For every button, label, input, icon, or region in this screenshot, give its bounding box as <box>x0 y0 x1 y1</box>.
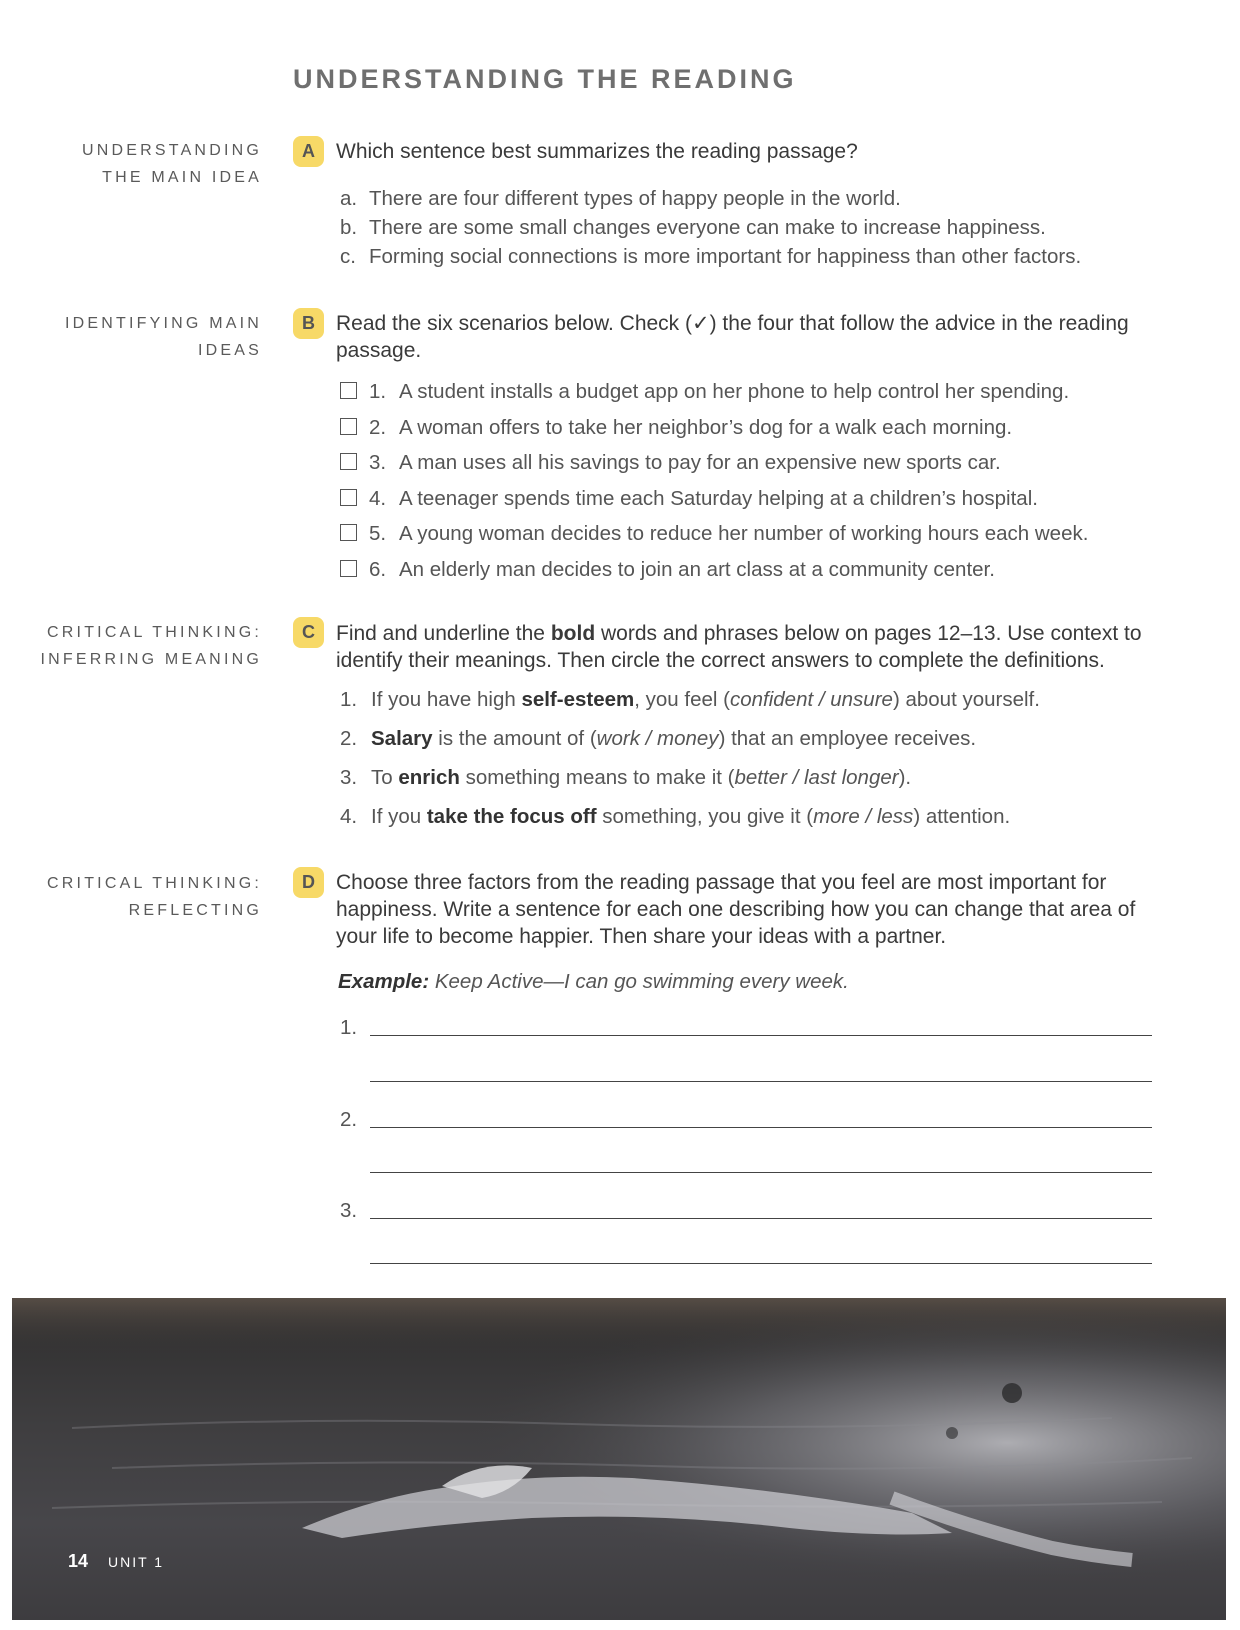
definition-text: ) attention. <box>913 805 1011 828</box>
example-text: Keep Active—I can go swimming every week. <box>429 970 849 993</box>
scenario-text: An elderly man decides to join an art class at a community center. <box>399 557 995 581</box>
definition-number: 2. <box>340 727 358 750</box>
definition-list <box>340 680 1040 836</box>
section-d-prompt <box>336 869 1156 950</box>
definition-choice[interactable]: better / last longer <box>734 766 899 789</box>
section-c-prompt-line-2: identify their meanings. Then circle the correct answers to complete the definitions. <box>336 649 1105 672</box>
section-c-label-line-2: INFERRING MEANING <box>40 651 262 668</box>
section-b-badge: B <box>293 308 324 339</box>
definition-text: If you have high <box>371 688 522 711</box>
page-number: 14 <box>68 1551 89 1571</box>
scenario-item <box>340 552 1088 588</box>
scenario-number: 2. <box>369 415 387 439</box>
page-title: UNDERSTANDING THE READING <box>293 64 797 94</box>
section-d-badge: D <box>293 867 324 898</box>
answer-line[interactable] <box>370 1035 1152 1036</box>
definition-text: something, you give it ( <box>596 805 814 828</box>
section-b-label-line-1: IDENTIFYING MAIN <box>65 315 262 332</box>
checkbox[interactable] <box>340 524 357 541</box>
definition-term: take the focus off <box>426 805 597 828</box>
definition-item <box>340 797 1040 836</box>
prompt-text: Find and underline the <box>336 622 551 645</box>
section-c-label <box>0 619 262 673</box>
scenario-number: 1. <box>369 380 387 403</box>
option-b[interactable] <box>340 213 1081 242</box>
swimmer-photo <box>12 1298 1226 1620</box>
definition-text: something means to make it ( <box>459 766 735 789</box>
scenario-number: 4. <box>369 486 387 510</box>
answer-number-3: 3. <box>340 1199 358 1222</box>
scenario-text: A woman offers to take her neighbor’s dog for a walk each morning. <box>399 415 1013 439</box>
scenario-number: 5. <box>369 522 387 545</box>
option-letter: b. <box>340 216 358 239</box>
definition-number: 3. <box>340 766 358 789</box>
checkbox[interactable] <box>340 489 357 506</box>
scenario-text: A young woman decides to reduce her number of working hours each week. <box>399 522 1089 545</box>
section-a-label-line-1: UNDERSTANDING <box>82 142 262 159</box>
definition-choice[interactable]: more / less <box>813 805 914 828</box>
option-text: There are four different types of happy people in the world. <box>369 187 901 210</box>
answer-line[interactable] <box>370 1127 1152 1128</box>
example-label: Example: <box>338 970 430 993</box>
scenario-number: 6. <box>369 557 387 581</box>
section-d-prompt-line-1: Choose three factors from the reading passage that you feel are most important for <box>336 871 1107 894</box>
definition-text: ) that an employee receives. <box>718 727 977 750</box>
scenario-item <box>340 445 1088 481</box>
definition-item <box>340 758 1040 797</box>
prompt-text: words and phrases below on pages 12–13. Use context to <box>595 622 1142 645</box>
section-d-prompt-line-3: your life to become happier. Then share your ideas with a partner. <box>336 925 947 948</box>
section-b-prompt <box>336 310 1156 364</box>
answer-line[interactable] <box>370 1081 1152 1082</box>
example-sentence <box>338 970 849 994</box>
definition-number: 4. <box>340 805 358 828</box>
definition-choice[interactable]: work / money <box>596 727 719 750</box>
section-d-prompt-line-2: happiness. Write a sentence for each one describing how you can change that area of <box>336 898 1136 921</box>
definition-text: ) about yourself. <box>892 688 1040 711</box>
definition-item <box>340 719 1040 758</box>
section-d-label-line-2: REFLECTING <box>128 902 262 919</box>
definition-term: enrich <box>398 766 460 789</box>
option-letter: c. <box>340 245 356 268</box>
section-a-prompt: Which sentence best summarizes the reading passage? <box>336 140 858 163</box>
answer-line[interactable] <box>370 1218 1152 1219</box>
answer-line[interactable] <box>370 1172 1152 1173</box>
checkbox[interactable] <box>340 382 357 399</box>
scenario-item <box>340 516 1088 552</box>
section-c-badge: C <box>293 617 324 648</box>
swimmer-photo-art <box>12 1298 1226 1620</box>
scenario-text: A teenager spends time each Saturday helping at a children’s hospital. <box>399 486 1038 510</box>
answer-number-2: 2. <box>340 1108 358 1131</box>
option-letter: a. <box>340 187 358 210</box>
section-c-prompt <box>336 620 1156 674</box>
scenario-item <box>340 481 1088 517</box>
checkbox[interactable] <box>340 418 357 435</box>
scenario-list <box>340 374 1088 587</box>
section-d-label-line-1: CRITICAL THINKING: <box>47 875 262 892</box>
section-a-options <box>340 184 1081 271</box>
section-c-prompt-line-1 <box>336 620 1156 647</box>
option-c[interactable] <box>340 242 1081 271</box>
answer-number-1: 1. <box>340 1016 358 1039</box>
section-a-label-line-2: THE MAIN IDEA <box>102 169 262 186</box>
definition-term: Salary <box>371 727 433 750</box>
definition-number: 1. <box>340 688 358 711</box>
scenario-text: A man uses all his savings to pay for an expensive new sports car. <box>399 451 1001 474</box>
section-b-label-line-2: IDEAS <box>197 342 262 359</box>
section-a-label <box>0 137 262 191</box>
definition-text: is the amount of ( <box>432 727 597 750</box>
definition-text: If you <box>371 805 427 828</box>
section-b-prompt-line-1: Read the six scenarios below. Check (✓) the four that follow the advice in the reading <box>336 312 1129 335</box>
prompt-bold-word: bold <box>550 622 596 645</box>
definition-text: To <box>371 766 399 789</box>
section-d-label <box>0 870 262 924</box>
unit-label: UNIT 1 <box>108 1554 165 1570</box>
section-a-badge: A <box>293 136 324 167</box>
section-b-label <box>0 310 262 364</box>
checkbox[interactable] <box>340 560 357 577</box>
definition-text: , you feel ( <box>634 688 730 711</box>
option-a[interactable] <box>340 184 1081 213</box>
scenario-item <box>340 410 1088 446</box>
section-c-label-line-1: CRITICAL THINKING: <box>47 624 262 641</box>
definition-term: self-esteem <box>521 688 635 711</box>
definition-text: ). <box>898 766 912 789</box>
scenario-number: 3. <box>369 451 387 474</box>
definition-item <box>340 680 1040 719</box>
option-text: Forming social connections is more important for happiness than other factors. <box>369 245 1082 268</box>
answer-line[interactable] <box>370 1263 1152 1264</box>
checkbox[interactable] <box>340 453 357 470</box>
option-text: There are some small changes everyone can make to increase happiness. <box>369 216 1046 239</box>
scenario-item <box>340 374 1088 410</box>
definition-choice[interactable]: confident / unsure <box>729 688 893 711</box>
section-b-prompt-line-2: passage. <box>336 339 422 362</box>
scenario-text: A student installs a budget app on her phone to help control her spending. <box>399 380 1070 403</box>
